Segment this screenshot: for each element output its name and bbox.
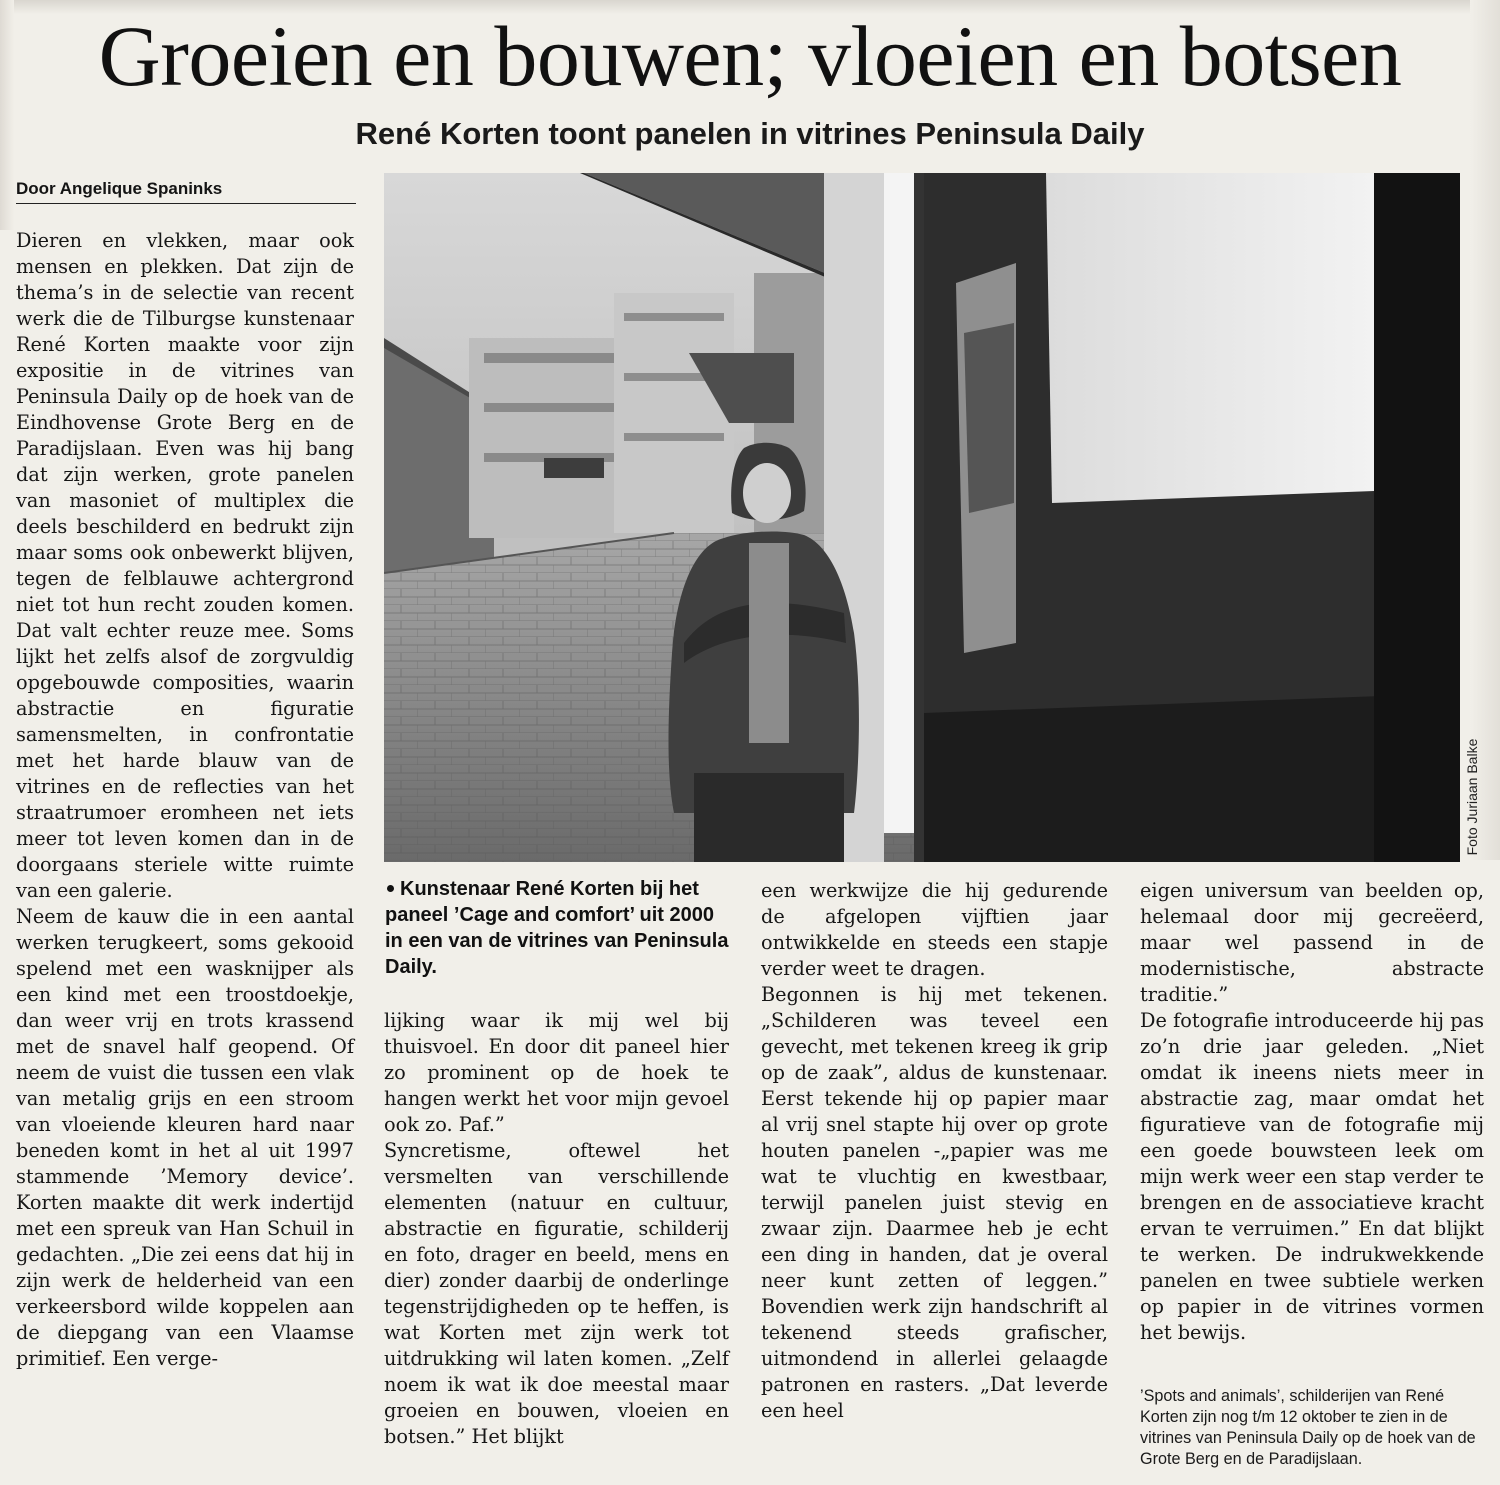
article-subheadline: René Korten toont panelen in vitrines Peninsula Daily (355, 116, 1145, 151)
article-headline: Groeien en bouwen; vloeien en botsen (98, 8, 1402, 104)
article-column-2 (384, 1008, 729, 1450)
photo-caption-text: Kunstenaar René Korten bij het paneel ’Cage and comfort’ uit 2000 in een van de vitrines van Peninsula Daily. (385, 878, 729, 978)
paragraph: Neem de kauw die in een aantal werken terugkeert, soms gekooid spelend met een wasknijper als een kind met een troostdoekje, dan weer vrij en trots krassend met de snavel half geopend. Of neem de vuist die tussen een vlak van metalig grijs en een stroom van vloeiende kleuren hard naar beneden komt in het al uit 1997 stammende ’Memory device’. Korten maakte dit werk indertijd met een spreuk van Han Schuil in gedachten. „Die zei eens dat hij in zijn werk de helderheid van een verkeersbord wilde koppelen aan de diepgang van een Vlaamse primitief. Een verge- (16, 905, 354, 1370)
article-byline: Door Angelique Spaninks (16, 178, 356, 204)
exhibition-info: ’Spots and animals’, schilderijen van René Korten zijn nog t/m 12 oktober te zien in de vitrines van Peninsula Daily op de hoek van de Grote Berg en de Paradijslaan. (1140, 1387, 1476, 1468)
paragraph: Dieren en vlekken, maar ook mensen en plekken. Dat zijn de thema’s in de selectie van recent werk die de Tilburgse kunstenaar René Korten maakte voor zijn expositie in de vitrines van Peninsula Daily op de hoek van de Eindhovense Grote Berg en de Paradijslaan. Even was hij bang dat zijn werken, grote panelen van masoniet of multiplex die deels beschilderd en bedrukt zijn maar soms ook onbewerkt blijven, tegen de felblauwe achtergrond niet tot hun recht zouden komen. Dat valt echter reuze mee. Soms lijkt het zelfs alsof de zorgvuldig opgebouwde composities, waarin abstractie en figuratie samensmelten, in confrontatie met het harde blauw van de vitrines en de reflecties van het straatrumoer eromheen net iets meer tot leven komen dan in de doorgaans steriele witte ruimte van een galerie. (16, 229, 354, 902)
paragraph: Begonnen is hij met tekenen. „Schilderen was teveel een gevecht, met tekenen kreeg ik grip op de zaak”, aldus de kunstenaar. Eerst tekende hij op papier maar al vrij snel stapte hij over op grote houten panelen -„papier was me wat te vluchtig en kwestbaar, terwijl panelen juist stevig en zwaar zijn. Daarmee heb je echt een ding in handen, dat je overal neer kunt zetten of leggen.” Bovendien werk zijn handschrift al tekenend steeds grafischer, uitmondend in allerlei gelaagde patronen en rasters. „Dat leverde een heel (761, 983, 1108, 1422)
paragraph: eigen universum van beelden op, helemaal door mij gecreëerd, maar wel passend in de modernistische, abstracte traditie.” (1140, 879, 1484, 1006)
bullet-icon (387, 885, 394, 892)
paragraph: De fotografie introduceerde hij pas zo’n drie jaar geleden. „Niet omdat ik ineens niets meer in abstractie zag, maar omdat het figuratieve van de fotografie mij een goede bouwsteen leek om mijn werk weer een stap verder te brengen en de associatieve kracht ervan te verruimen.” En dat blijkt te werken. De indrukwekkende panelen en twee subtiele werken op papier in de vitrines vormen het bewijs. (1140, 1009, 1484, 1344)
paragraph: lijking waar ik mij wel bij thuisvoel. En door dit paneel hier zo prominent op de hoek te hangen werkt het voor mijn gevoel ook zo. Paf.” (384, 1009, 729, 1136)
article-column-3 (761, 878, 1108, 1424)
paragraph: Syncretisme, oftewel het versmelten van verschillende elementen (natuur en cultuur, abstractie en figuratie, schilderij en foto, drager en beeld, mens en dier) zonder daarbij de onderlinge tegenstrijdigheden op te heffen, is wat Korten met zijn werk tot uitdrukking wil laten komen. „Zelf noem ik wat ik doe meestal maar groeien en bouwen, vloeien en botsen.” Het blijkt (384, 1139, 729, 1448)
photo-caption (385, 876, 730, 980)
paragraph: een werkwijze die hij gedurende de afgelopen vijftien jaar ontwikkelde en steeds een stapje verder weet te dragen. (761, 879, 1108, 980)
photo-artist-at-vitrine (384, 173, 1460, 862)
article-column-4 (1140, 878, 1484, 1346)
article-column-1 (16, 228, 354, 1372)
article-photo (384, 173, 1460, 862)
photo-credit: Foto Juriaan Balke (1464, 738, 1480, 856)
